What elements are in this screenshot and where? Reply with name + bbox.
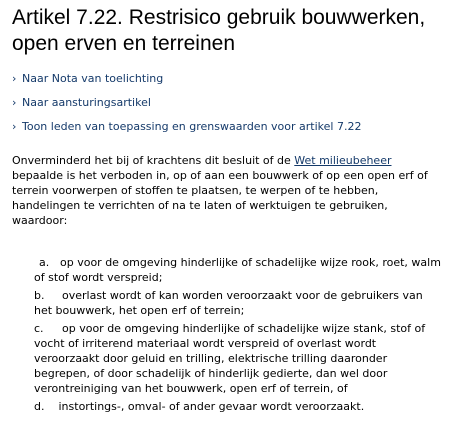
chevron-right-icon: › [12,72,17,85]
clause-text: instortings-, omval- of ander gevaar wordt veroorzaakt. [58,400,365,413]
clause-letter: d. [34,400,45,413]
clause-a [34,255,444,285]
link-toon-leden[interactable] [12,120,462,134]
article-links [12,72,462,134]
link-nota-van-toelichting[interactable] [12,72,462,86]
clause-letter: a. [39,256,50,269]
link-label[interactable]: Naar Nota van toelichting [22,72,164,85]
link-wet-milieubeheer[interactable]: Wet milieubeheer [294,154,392,167]
clause-text: op voor de omgeving hinderlijke of schadelijke wijze rook, roet, walm of stof wordt verspreid; [34,256,441,284]
intro-text-after: bepaalde is het verboden in, op of aan een bouwwerk of op een open erf of terrein voorwerpen of stoffen te plaatsen, te werpen of te hebben, handelingen te verrichten of na te laten of werktuigen te gebruiken, waardoor: [12,169,428,227]
article-title-line-1: Artikel 7.22. Restrisico gebruik bouwwerken, [12,6,426,29]
article-title [12,0,462,57]
article-page [12,0,462,417]
link-aansturingsartikel[interactable] [12,96,462,110]
clause-letter: c. [34,322,44,335]
clause-d [34,399,444,414]
clause-letter: b. [34,289,45,302]
clause-b [34,288,444,318]
clause-text: op voor de omgeving hinderlijke of schadelijke wijze stank, stof of vocht of irriterend materiaal wordt verspreid of overlast wordt veroorzaakt door geluid en trilling, elektrische trilling daaronder begrepen, of door schadelijk of hinderlijk gedierte, dan wel door verontreiniging van het bouwwerk, open erf of terrein, of [34,322,426,395]
link-label[interactable]: Naar aansturingsartikel [22,96,151,109]
clause-c [34,321,444,396]
clause-text: overlast wordt of kan worden veroorzaakt voor de gebruikers van het bouwwerk, het open erf of terrein; [34,289,423,317]
article-intro [12,153,442,228]
article-title-line-2: open erven en terreinen [12,32,235,55]
intro-text-before: Onverminderd het bij of krachtens dit besluit of de [12,154,295,167]
chevron-right-icon: › [12,120,17,133]
link-label[interactable]: Toon leden van toepassing en grenswaarden voor artikel 7.22 [22,120,362,133]
article-clauses [12,255,444,414]
chevron-right-icon: › [12,96,17,109]
